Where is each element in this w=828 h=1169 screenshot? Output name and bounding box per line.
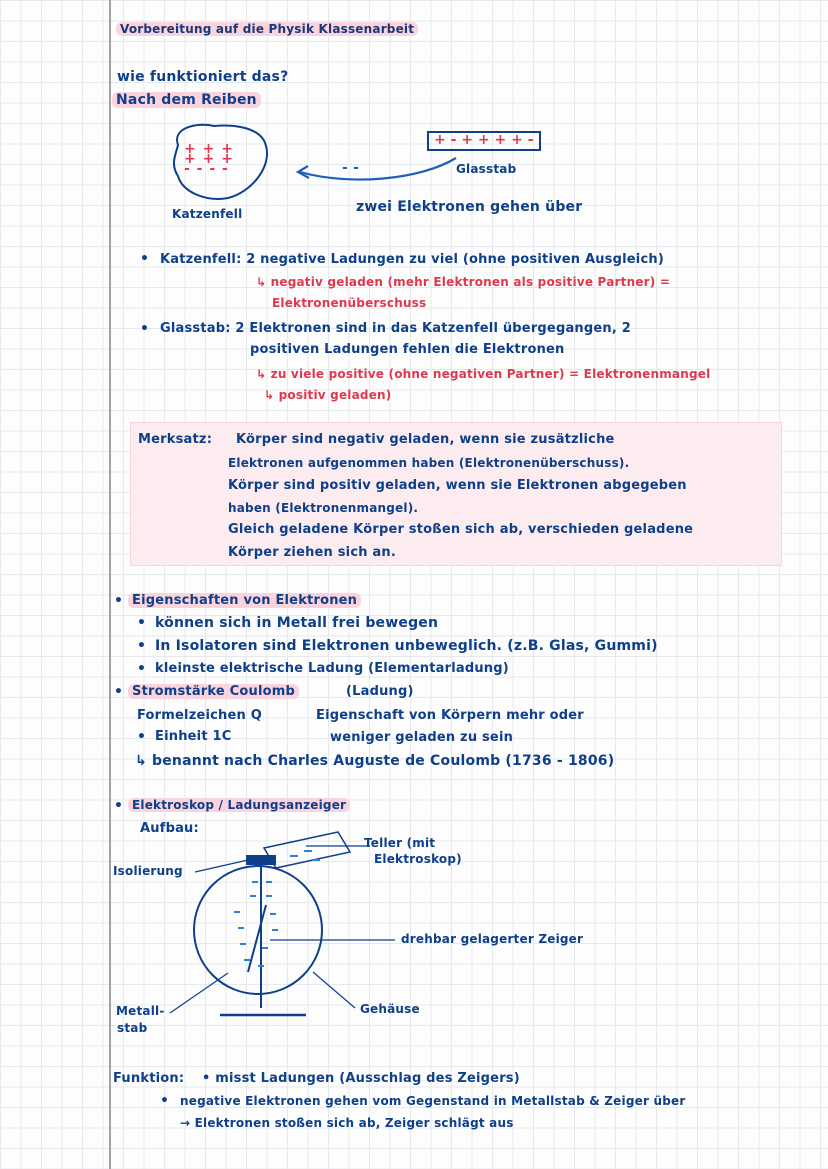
- subheading-after-rubbing: Nach dem Reiben: [112, 92, 261, 108]
- fur-charges: + + + + + + - - - -: [184, 141, 234, 177]
- current-property-2: weniger geladen zu sein: [330, 730, 514, 745]
- function-line-3: → Elektronen stoßen sich ab, Zeiger schlägt aus: [180, 1116, 514, 1130]
- bullet: •: [114, 593, 123, 609]
- current-heading-suffix: (Ladung): [346, 684, 414, 699]
- glass-rod-label: Glasstab: [456, 162, 517, 176]
- bullet: •: [140, 251, 149, 267]
- current-unit: Einheit 1C: [155, 729, 232, 744]
- fur-note: Katzenfell: 2 negative Ladungen zu viel (ohne positiven Ausgleich): [160, 252, 664, 267]
- fur-result-1: ↳ negativ geladen (mehr Elektronen als positive Partner) =: [256, 275, 671, 289]
- electroscope-heading: Elektroskop / Ladungsanzeiger: [128, 798, 350, 812]
- current-property-1: Eigenschaft von Körpern mehr oder: [316, 708, 584, 723]
- label-plate-1: Teller (mit: [364, 836, 436, 850]
- label-rod-1: Metall-: [116, 1004, 165, 1018]
- merksatz-line: Körper sind positiv geladen, wenn sie Elektronen abgegeben: [228, 478, 687, 493]
- label-insulation: Isolierung: [113, 864, 183, 878]
- transfer-electrons: - -: [342, 160, 360, 176]
- bullet: •: [140, 321, 149, 337]
- rod-leader: [170, 973, 228, 1013]
- question-text: wie funktioniert das?: [117, 69, 289, 85]
- bullet: •: [137, 729, 146, 745]
- current-symbol: Formelzeichen Q: [137, 708, 262, 723]
- merksatz-label: Merksatz:: [138, 432, 213, 447]
- electron-property: kleinste elektrische Ladung (Elementarladung): [155, 661, 509, 676]
- current-heading: Stromstärke Coulomb: [128, 684, 299, 699]
- bullet: •: [160, 1093, 169, 1109]
- merksatz-line: Körper sind negativ geladen, wenn sie zusätzliche: [236, 432, 615, 447]
- rod-charges: + - + + + + -: [434, 132, 534, 148]
- rod-note-1: Glasstab: 2 Elektronen sind in das Katzenfell übergegangen, 2: [160, 321, 631, 336]
- label-plate-2: Elektroskop): [374, 852, 462, 866]
- transfer-caption: zwei Elektronen gehen über: [356, 199, 583, 215]
- rod-result-2: ↳ positiv geladen): [264, 388, 392, 402]
- function-label: Funktion:: [113, 1071, 185, 1086]
- bullet: •: [114, 798, 123, 814]
- label-pointer: drehbar gelagerter Zeiger: [401, 932, 584, 946]
- function-line-2: negative Elektronen gehen vom Gegenstand in Metallstab & Zeiger über: [180, 1094, 686, 1108]
- rod-result-1: ↳ zu viele positive (ohne negativen Partner) = Elektronenmangel: [256, 367, 711, 381]
- fur-result-2: Elektronenüberschuss: [272, 296, 427, 310]
- merksatz-line: Elektronen aufgenommen haben (Elektronenüberschuss).: [228, 456, 630, 470]
- merksatz-line: Gleich geladene Körper stoßen sich ab, verschieden geladene: [228, 522, 694, 537]
- page-title: Vorbereitung auf die Physik Klassenarbeit: [116, 22, 418, 36]
- electrons-heading: Eigenschaften von Elektronen: [128, 593, 361, 608]
- electron-property: können sich in Metall frei bewegen: [155, 615, 439, 631]
- electron-property: In Isolatoren sind Elektronen unbeweglich. (z.B. Glas, Gummi): [155, 638, 658, 654]
- electroscope-aufbau: Aufbau:: [140, 821, 199, 836]
- housing-leader: [313, 972, 355, 1008]
- label-rod-2: stab: [117, 1021, 148, 1035]
- function-line-1: • misst Ladungen (Ausschlag des Zeigers): [202, 1071, 520, 1086]
- plate-top: [246, 855, 276, 865]
- bullet: •: [137, 615, 146, 631]
- current-named-after: ↳ benannt nach Charles Auguste de Coulomb (1736 - 1806): [135, 753, 615, 769]
- bullet: •: [137, 638, 146, 654]
- merksatz-line: Körper ziehen sich an.: [228, 545, 396, 560]
- insulation-leader: [195, 860, 248, 872]
- housing-circle: [194, 866, 322, 994]
- rod-note-2: positiven Ladungen fehlen die Elektronen: [250, 342, 565, 357]
- bullet: •: [114, 684, 123, 700]
- merksatz-line: haben (Elektronenmangel).: [228, 501, 419, 515]
- label-housing: Gehäuse: [360, 1002, 420, 1016]
- cat-fur-label: Katzenfell: [172, 207, 243, 221]
- bullet: •: [137, 661, 146, 677]
- pointer: [248, 905, 266, 972]
